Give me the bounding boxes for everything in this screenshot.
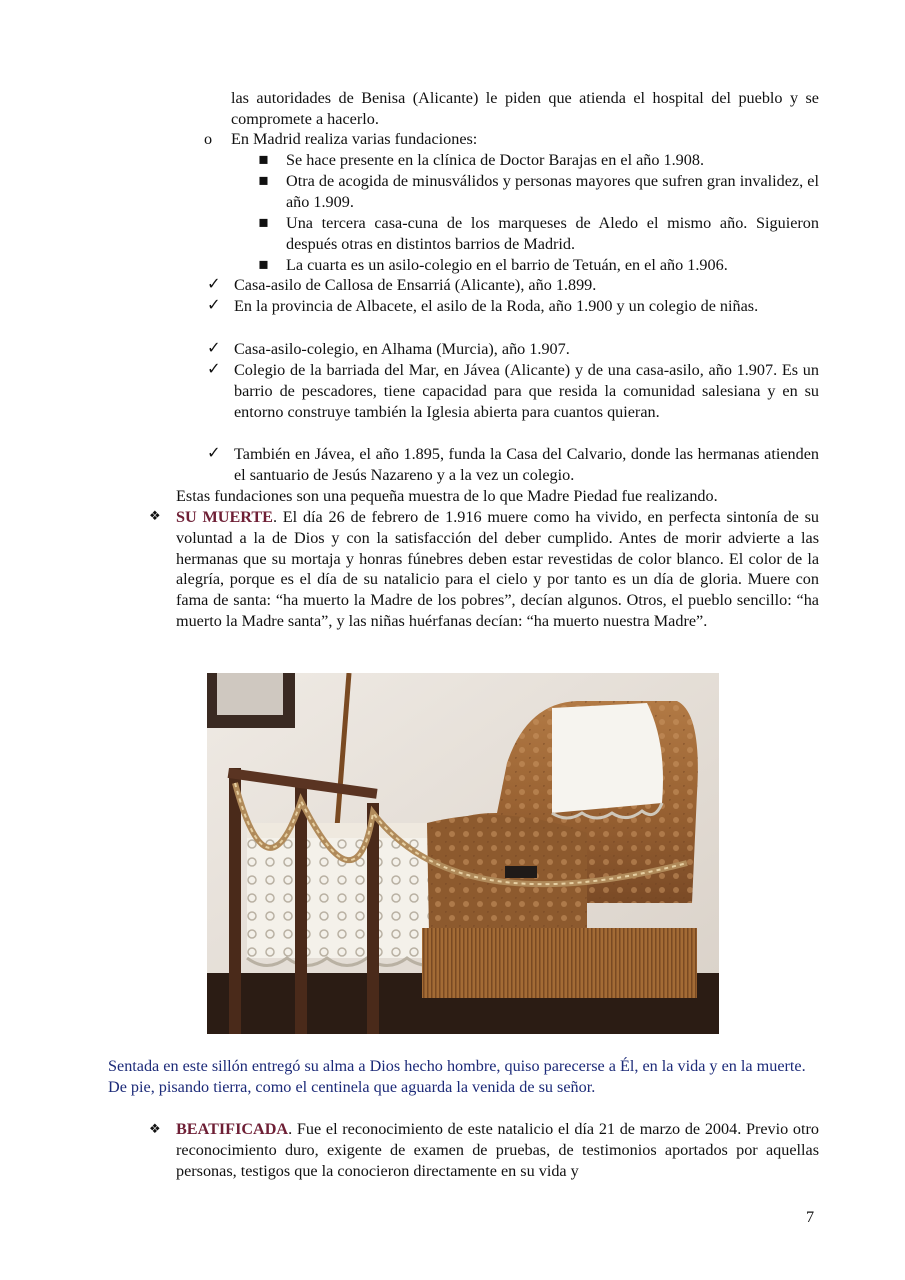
death-paragraph: [176, 507, 819, 632]
square-bullet-icon: ▪: [258, 170, 269, 189]
beatified-heading: BEATIFICADA: [176, 1120, 289, 1138]
madrid-item: La cuarta es un asilo-colegio en el barrio de Tetuán, en el año 1.906.: [286, 256, 728, 274]
square-bullet-icon: ▪: [258, 212, 269, 231]
foundation-item: También en Jávea, el año 1.895, funda la Casa del Calvario, donde las hermanas atienden el santuario de Jesús Nazareno y a la vez un colegio.: [234, 445, 819, 484]
photo-caption: Sentada en este sillón entregó su alma a Dios hecho hombre, quiso parecerse a Él, en la vida y en la muerte. De pie, pisando tierra, como el centinela que aguarda la venida de su señor.: [108, 1057, 806, 1096]
square-bullet-icon: ▪: [258, 149, 269, 168]
intro-continuation: las autoridades de Benisa (Alicante) le piden que atienda el hospital del pueblo y se compromete a hacerlo.: [231, 89, 819, 128]
check-icon: ✓: [207, 443, 221, 462]
madrid-item: Se hace presente en la clínica de Doctor Barajas en el año 1.908.: [286, 151, 704, 169]
madrid-intro: En Madrid realiza varias fundaciones:: [231, 130, 478, 148]
foundation-item: En la provincia de Albacete, el asilo de la Roda, año 1.900 y un colegio de niñas.: [234, 297, 759, 315]
foundation-item: Casa-asilo de Callosa de Ensarriá (Alicante), año 1.899.: [234, 276, 597, 294]
armchair-photo: [207, 673, 719, 1034]
check-icon: ✓: [207, 338, 221, 357]
death-heading: SU MUERTE: [176, 508, 273, 526]
beatified-text: . Fue el reconocimiento de este natalicio el día 21 de marzo de 2004. Previo otro reconocimiento duro, exigente de examen de pruebas, de testimonios aportados por aquellas personas, testigos que la conocieron directamente en su vida y: [176, 1120, 819, 1180]
madrid-item: Otra de acogida de minusválidos y personas mayores que sufren gran invalidez, el año 1.909.: [286, 172, 819, 211]
check-icon: ✓: [207, 274, 221, 293]
check-icon: ✓: [207, 359, 221, 378]
foundations-summary: Estas fundaciones son una pequeña muestra de lo que Madre Piedad fue realizando.: [176, 487, 718, 505]
foundation-item: Casa-asilo-colegio, en Alhama (Murcia), año 1.907.: [234, 340, 570, 358]
diamond-bullet-icon: ❖: [149, 509, 161, 524]
check-icon: ✓: [207, 295, 221, 314]
circle-bullet-icon: o: [204, 130, 213, 148]
square-bullet-icon: ▪: [258, 254, 269, 273]
foundation-item: Colegio de la barriada del Mar, en Jávea (Alicante) y de una casa-asilo, año 1.907. Es un barrio de pescadores, tiene capacidad para que resida la comunidad salesiana y en su entorno construye también la Iglesia abierta para cuantos quieran.: [234, 361, 819, 421]
beatified-paragraph: [176, 1119, 819, 1181]
death-text: . El día 26 de febrero de 1.916 muere como ha vivido, en perfecta sintonía de su voluntad a la de Dios y con la satisfacción del deber cumplido. Antes de morir advierte a las hermanas que su mortaja y honras fúnebres deben estar revestidas de color blanco. El color de la alegría, porque es el día de su natalicio para el cielo y por tanto es un día de gloria. Muere con fama de santa: “ha muerto la Madre de los pobres”, decían algunos. Otros, el pueblo sencillo: “ha muerto la Madre santa”, y las niñas huérfanas decían: “ha muerto nuestra Madre”.: [176, 508, 819, 630]
madrid-item: Una tercera casa-cuna de los marqueses de Aledo el mismo año. Siguieron después otras en distintos barrios de Madrid.: [286, 214, 819, 253]
page-number: 7: [806, 1208, 815, 1226]
diamond-bullet-icon: ❖: [149, 1122, 161, 1137]
